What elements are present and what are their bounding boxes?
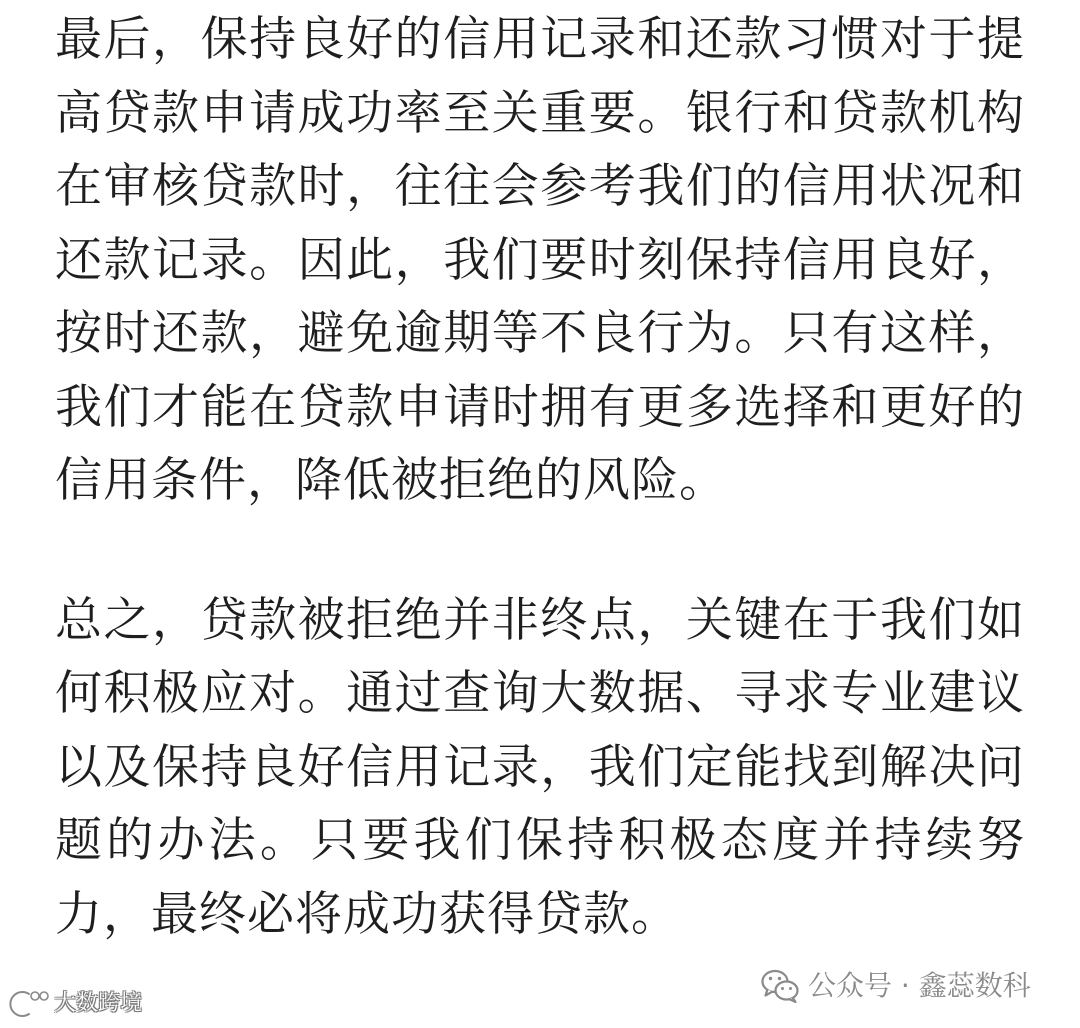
brand-logo-icon — [2, 986, 52, 1022]
article-line: 总之，贷款被拒绝并非终点，关键在于我们如 — [55, 592, 1025, 648]
article-line: 我们才能在贷款申请时拥有更多选择和更好的 — [55, 379, 1025, 435]
article-line: 以及保持良好信用记录，我们定能找到解决问 — [55, 739, 1025, 795]
article-line: 信用条件，降低被拒绝的风险。 — [55, 453, 727, 508]
corner-watermark-label: 大数跨境 — [54, 991, 143, 1016]
article-paragraph — [55, 3, 1025, 518]
article-paragraph — [55, 584, 1025, 952]
article-line: 高贷款申请成功率至关重要。银行和贷款机构 — [55, 85, 1025, 141]
account-watermark-label: 公众号 · 鑫蕊数科 — [808, 969, 1031, 1002]
account-watermark — [760, 966, 1031, 1006]
article-line: 力，最终必将成功获得贷款。 — [55, 886, 679, 942]
article-line: 何积极应对。通过查询大数据、寻求专业建议 — [55, 666, 1025, 721]
corner-watermark — [2, 984, 142, 1024]
wechat-icon — [760, 968, 800, 1004]
article-body — [55, 3, 1025, 951]
article-line: 在审核贷款时，往往会参考我们的信用状况和 — [55, 159, 1025, 214]
article-line: 按时还款，避免逾期等不良行为。只有这样， — [55, 306, 1025, 361]
article-line: 还款记录。因此，我们要时刻保持信用良好， — [55, 232, 1025, 288]
article-line: 题的办法。只要我们保持积极态度并持续努 — [55, 813, 1025, 868]
article-line: 最后，保持良好的信用记录和还款习惯对于提 — [55, 12, 1025, 67]
